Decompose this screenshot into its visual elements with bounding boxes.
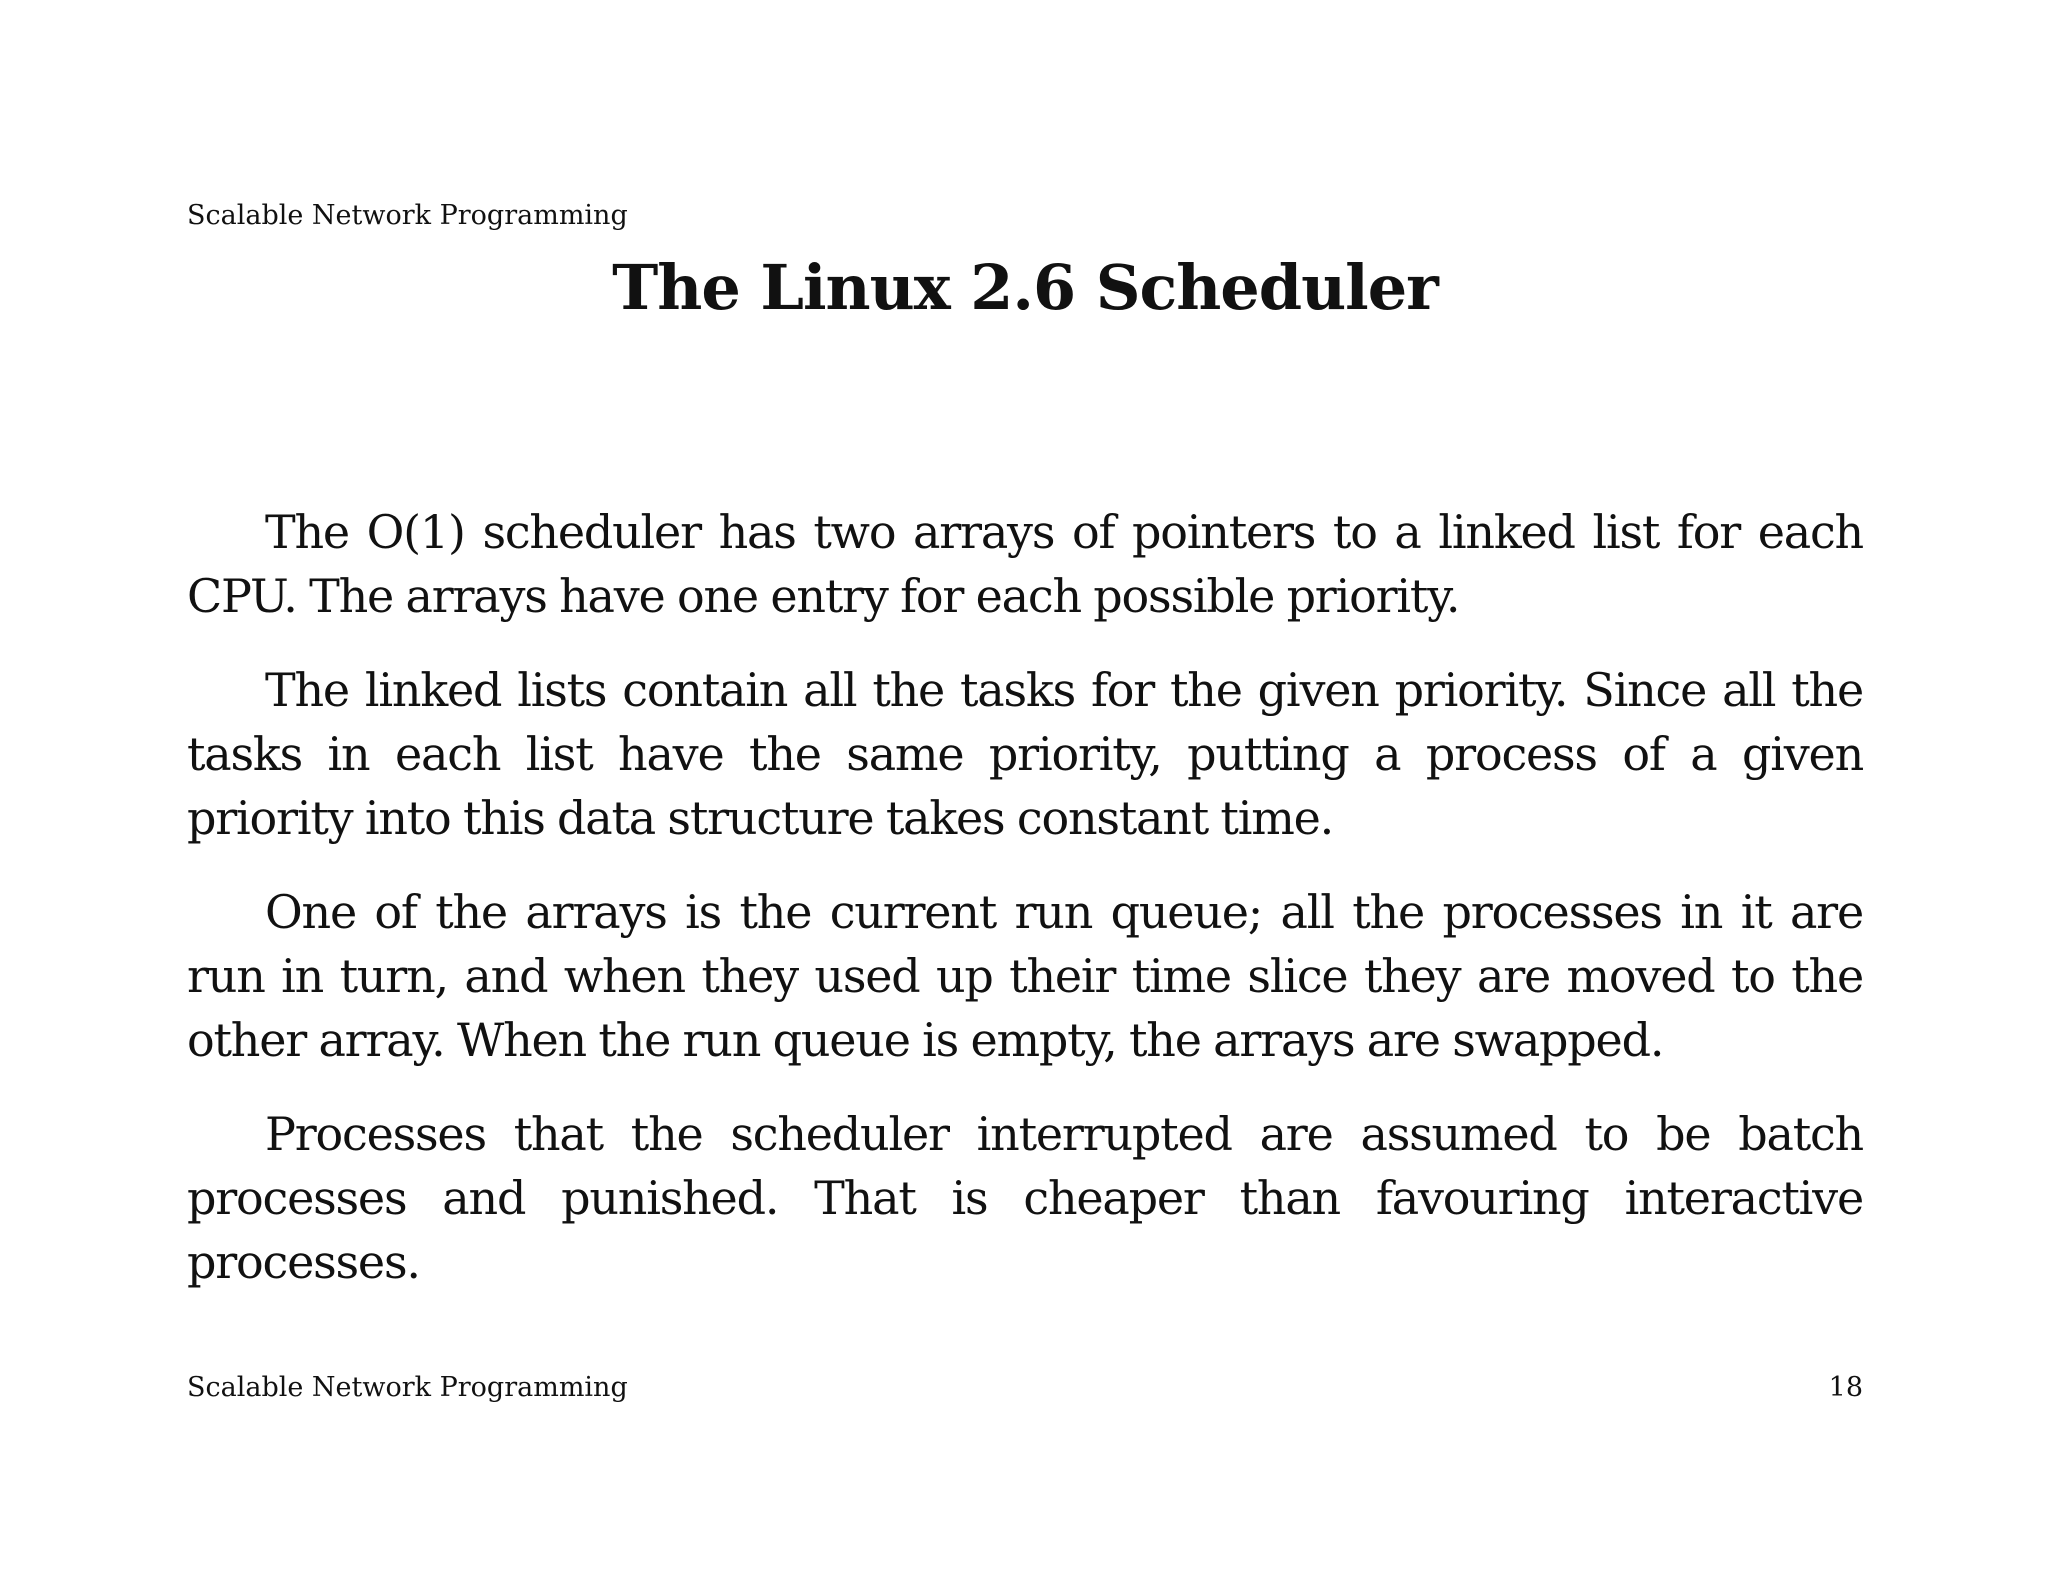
footer-title: Scalable Network Programming [187,1372,628,1403]
paragraph: One of the arrays is the current run queue; all the processes in it are run in turn, and when they used up their time slice they are moved to the other array. When the run queue is empty, the arrays are swapped. [187,885,1863,1067]
running-header: Scalable Network Programming [187,200,628,231]
paragraph: The O(1) scheduler has two arrays of pointers to a linked list for each CPU. The arrays have one entry for each possible priority. [187,505,1863,623]
paragraph: The linked lists contain all the tasks for the given priority. Since all the tasks in each list have the same priority, putting a process of a given priority into this data structure takes constant time. [187,663,1863,845]
body-text [187,500,1863,1324]
page-number: 18 [1828,1372,1863,1403]
page-title: The Linux 2.6 Scheduler [612,251,1438,324]
paragraph: Processes that the scheduler interrupted are assumed to be batch processes and punished. That is cheaper than favouring interactive processes. [187,1107,1863,1289]
